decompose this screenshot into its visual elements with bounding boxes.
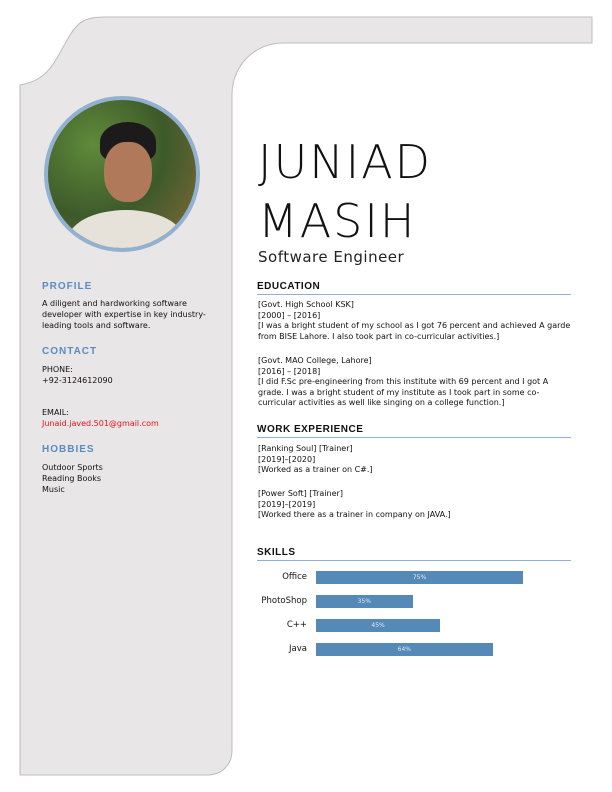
- skills-heading: SKILLS: [257, 547, 571, 561]
- skill-label: Java: [289, 644, 307, 654]
- description: [I did F.Sc pre-engineering from this institute with 69 percent and I got A grade. I was a bright student of my institute as I took part in some co-curricular activities as well like singing on a college function.]: [258, 377, 549, 408]
- work-item: [258, 444, 576, 476]
- years: [2019]–[2019]: [258, 499, 316, 509]
- skill-bar: [316, 595, 413, 608]
- skill-label: PhotoShop: [261, 596, 307, 606]
- email-link[interactable]: Junaid.javed.501@gmail.com: [42, 419, 159, 428]
- name-first: JUNIAD: [258, 135, 433, 189]
- skill-bar: [316, 643, 493, 656]
- description: [I was a bright student of my school as I got 76 percent and achieved A garde from BISE Lahore. I also took part in co-curricular activities.]: [258, 321, 571, 341]
- work-heading: WORK EXPERIENCE: [257, 424, 571, 438]
- profile-heading: PROFILE: [42, 281, 93, 292]
- years: [2019]–[2020]: [258, 454, 316, 464]
- hobby-item: Outdoor Sports: [42, 463, 103, 472]
- phone-label: PHONE:: [42, 365, 73, 374]
- work-item: [258, 489, 576, 521]
- description: [Worked there as a trainer in company on JAVA.]: [258, 510, 451, 520]
- school: [Govt. High School KSK]: [258, 300, 354, 309]
- name-last: MASIH: [258, 194, 417, 248]
- hobby-item: Music: [42, 485, 65, 494]
- company: [Ranking Soul] [Trainer]: [258, 444, 353, 453]
- company: [Power Soft] [Trainer]: [258, 489, 343, 498]
- profile-text: A diligent and hardworking software developer with expertise in key industry-leading tools and software.: [42, 299, 206, 330]
- education-item: [258, 356, 576, 409]
- skill-percent: 45%: [371, 622, 385, 629]
- job-title: Software Engineer: [258, 248, 405, 266]
- skill-bar: [316, 571, 523, 584]
- education-item: [258, 300, 576, 342]
- school: [Govt. MAO College, Lahore]: [258, 356, 372, 365]
- profile-photo: [44, 96, 200, 252]
- skill-percent: 64%: [397, 646, 411, 653]
- skill-percent: 75%: [412, 574, 427, 581]
- hobby-item: Reading Books: [42, 474, 102, 483]
- skill-percent: 35%: [357, 598, 371, 605]
- skill-label: C++: [286, 620, 307, 630]
- years: [2000] – [2016]: [258, 310, 321, 320]
- email-label: EMAIL:: [42, 408, 69, 417]
- skill-label: Office: [282, 572, 307, 582]
- phone-value: +92-3124612090: [42, 376, 113, 385]
- contact-heading: CONTACT: [42, 346, 98, 357]
- skill-bar: [316, 619, 440, 632]
- description: [Worked as a trainer on C#.]: [258, 465, 373, 475]
- years: [2016] – [2018]: [258, 366, 321, 376]
- hobbies-heading: HOBBIES: [42, 444, 95, 455]
- education-heading: EDUCATION: [257, 281, 571, 295]
